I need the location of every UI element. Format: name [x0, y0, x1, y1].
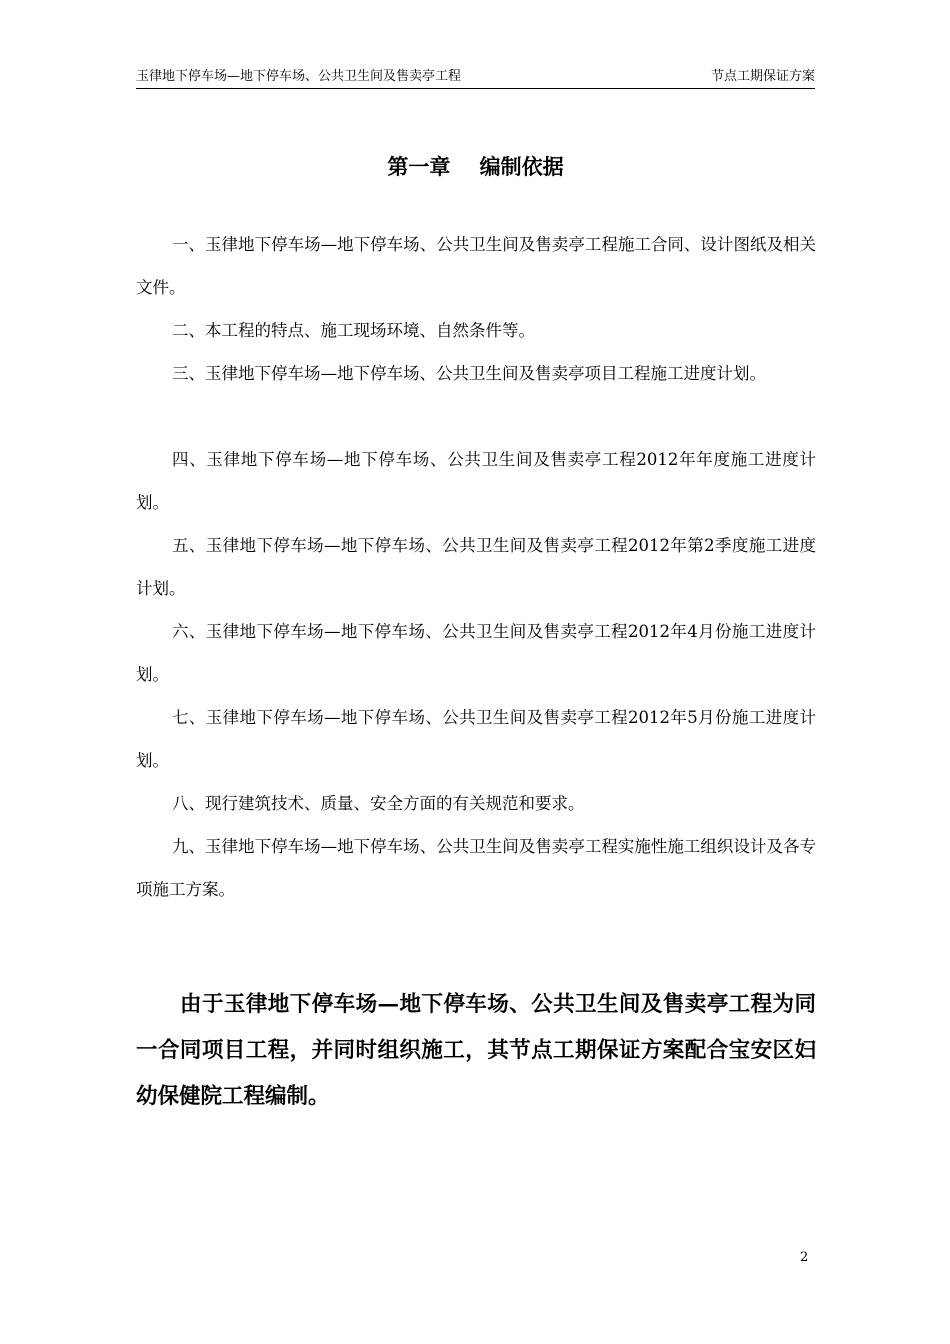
basis-item-2: 二、本工程的特点、施工现场环境、自然条件等。	[172, 321, 535, 340]
page-number: 2	[800, 1250, 809, 1265]
header-document-title: 节点工期保证方案	[710, 69, 815, 84]
basis-item-1: 一、玉律地下停车场—地下停车场、公共卫生间及售卖亭工程施工合同、设计图纸及相关文件。	[136, 235, 816, 297]
chapter-title: 第一章 编制依据	[387, 154, 564, 179]
basis-item-7: 七、玉律地下停车场—地下停车场、公共卫生间及售卖亭工程2012年5月份施工进度计划。	[136, 708, 816, 770]
header-project-title: 玉律地下停车场—地下停车场、公共卫生间及售卖亭工程	[136, 69, 462, 84]
basis-item-8: 八、现行建筑技术、质量、安全方面的有关规范和要求。	[172, 794, 585, 813]
basis-item-9: 九、玉律地下停车场—地下停车场、公共卫生间及售卖亭工程实施性施工组织设计及各专项施工方案。	[136, 837, 816, 899]
basis-item-5: 五、玉律地下停车场—地下停车场、公共卫生间及售卖亭工程2012年第2季度施工进度计划。	[136, 536, 816, 598]
basis-item-6: 六、玉律地下停车场—地下停车场、公共卫生间及售卖亭工程2012年4月份施工进度计划。	[136, 622, 816, 684]
basis-item-3: 三、玉律地下停车场—地下停车场、公共卫生间及售卖亭项目工程施工进度计划。	[172, 364, 766, 383]
page-header	[136, 68, 815, 89]
compilation-note: 由于玉律地下停车场—地下停车场、公共卫生间及售卖亭工程为同一合同项目工程，并同时组织施工，其节点工期保证方案配合宝安区妇幼保健院工程编制。	[136, 992, 816, 1109]
basis-item-4: 四、玉律地下停车场—地下停车场、公共卫生间及售卖亭工程2012年年度施工进度计划。	[136, 450, 816, 512]
